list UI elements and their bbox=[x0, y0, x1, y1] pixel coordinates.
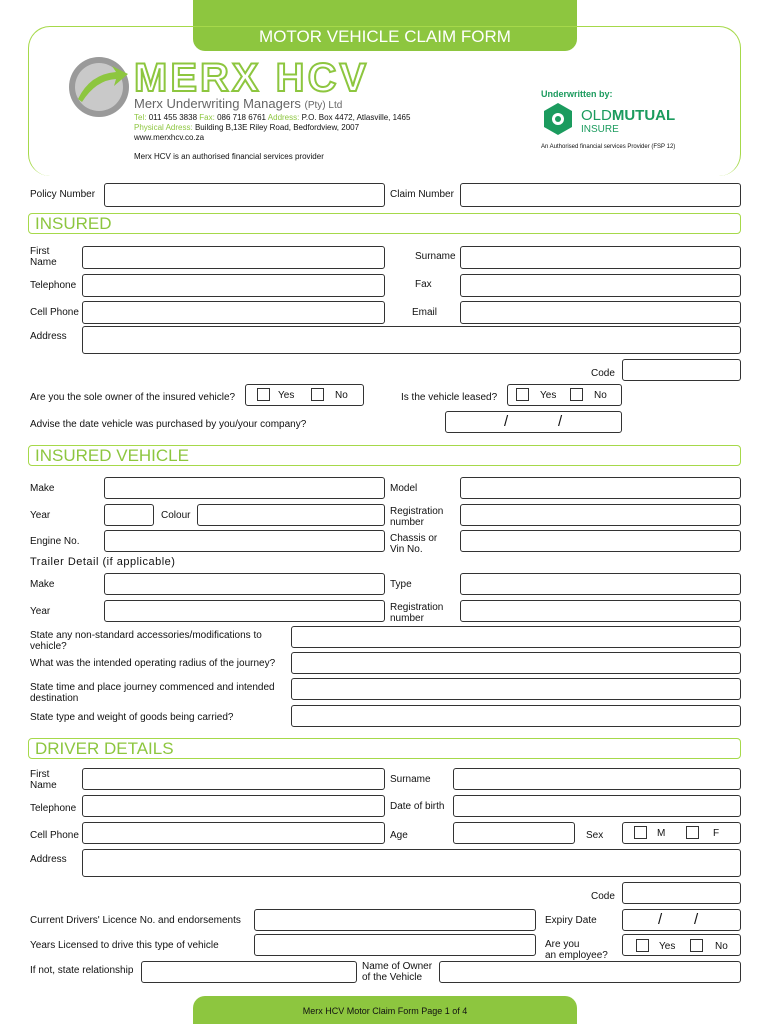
vehicle-section-header bbox=[28, 445, 741, 466]
driver-surname-label: Surname bbox=[390, 774, 431, 785]
purchase-date-slash-1: / bbox=[504, 413, 509, 430]
driver-cell-label: Cell Phone bbox=[30, 830, 79, 841]
journey-question: State time and place journey commenced and intended destination bbox=[30, 682, 275, 704]
leased-no-checkbox[interactable] bbox=[570, 388, 583, 401]
address-value: P.O. Box 4472, Atlasville, 1465 bbox=[301, 113, 411, 122]
insured-telephone-label: Telephone bbox=[30, 280, 77, 291]
expiry-slash-2: / bbox=[694, 911, 699, 928]
licence-label: Current Drivers' Licence No. and endorsements bbox=[30, 915, 241, 926]
vehicle-make-field[interactable] bbox=[104, 477, 385, 499]
sole-owner-question: Are you the sole owner of the insured vehicle? bbox=[30, 392, 236, 403]
old-mutual-name bbox=[581, 108, 675, 124]
contact-line-1 bbox=[134, 113, 410, 123]
disclaimer: Merx HCV is an authorised financial services provider bbox=[134, 152, 324, 161]
purchase-date-question: Advise the date vehicle was purchased by you/your company? bbox=[30, 419, 307, 430]
company-name bbox=[134, 96, 342, 111]
purchase-date-field[interactable] bbox=[445, 411, 622, 433]
driver-code-label: Code bbox=[591, 891, 615, 902]
contact-line-2 bbox=[134, 123, 359, 133]
om-fsp: An Authorised financial services Provider (FSP 12) bbox=[541, 144, 676, 150]
driver-sex-label: Sex bbox=[586, 830, 604, 841]
trailer-type-field[interactable] bbox=[460, 573, 741, 595]
vehicle-year-label: Year bbox=[30, 510, 51, 521]
sole-owner-no-label: No bbox=[335, 390, 348, 401]
sole-owner-yes-checkbox[interactable] bbox=[257, 388, 270, 401]
vehicle-make-label: Make bbox=[30, 483, 55, 494]
vehicle-colour-label: Colour bbox=[161, 510, 191, 521]
om-mutual: MUTUAL bbox=[611, 107, 676, 124]
driver-age-label: Age bbox=[390, 830, 408, 841]
trailer-heading: Trailer Detail (if applicable) bbox=[30, 556, 176, 568]
employee-no-label: No bbox=[715, 941, 728, 952]
driver-age-field[interactable] bbox=[453, 822, 575, 844]
vehicle-chassis-field[interactable] bbox=[460, 530, 741, 552]
driver-surname-field[interactable] bbox=[453, 768, 741, 790]
goods-question: State type and weight of goods being carried? bbox=[30, 712, 234, 723]
fax-value: 086 718 6761 bbox=[217, 113, 266, 122]
trailer-year-label: Year bbox=[30, 606, 51, 617]
company-name-text: Merx Underwriting Managers bbox=[134, 96, 301, 111]
leased-yes-label: Yes bbox=[540, 390, 557, 401]
om-old: OLD bbox=[581, 107, 612, 124]
expiry-label: Expiry Date bbox=[545, 915, 597, 926]
insured-telephone-field[interactable] bbox=[82, 274, 385, 297]
purchase-date-slash-2: / bbox=[558, 413, 563, 430]
form-title: MOTOR VEHICLE CLAIM FORM bbox=[259, 27, 511, 46]
vehicle-engine-label: Engine No. bbox=[30, 536, 80, 547]
insured-email-label: Email bbox=[412, 307, 438, 318]
sole-owner-no-checkbox[interactable] bbox=[311, 388, 324, 401]
claim-number-label: Claim Number bbox=[390, 189, 454, 200]
vehicle-heading: INSURED VEHICLE bbox=[35, 446, 189, 465]
insured-first-name-label: First Name bbox=[30, 246, 57, 268]
driver-telephone-field[interactable] bbox=[82, 795, 385, 817]
owner-name-field[interactable] bbox=[439, 961, 741, 983]
claim-number-field[interactable] bbox=[460, 183, 741, 207]
driver-first-name-field[interactable] bbox=[82, 768, 385, 790]
expiry-field[interactable] bbox=[622, 909, 741, 931]
insured-fax-field[interactable] bbox=[460, 274, 741, 297]
insured-surname-field[interactable] bbox=[460, 246, 741, 269]
footer-page-label: Merx HCV Motor Claim Form Page 1 of 4 bbox=[302, 1006, 468, 1016]
expiry-slash-1: / bbox=[658, 911, 663, 928]
underwritten-by: Underwritten by: bbox=[541, 89, 613, 99]
driver-first-name-label: First Name bbox=[30, 769, 57, 791]
vehicle-model-label: Model bbox=[390, 483, 418, 494]
leased-no-label: No bbox=[594, 390, 607, 401]
vehicle-engine-field[interactable] bbox=[104, 530, 385, 552]
employee-yes-checkbox[interactable] bbox=[636, 939, 649, 952]
vehicle-model-field[interactable] bbox=[460, 477, 741, 499]
insured-first-name-field[interactable] bbox=[82, 246, 385, 269]
driver-dob-field[interactable] bbox=[453, 795, 741, 817]
website: www.merxhcv.co.za bbox=[134, 133, 205, 142]
physical-label: Physical Adress: bbox=[134, 123, 193, 132]
driver-address-field[interactable] bbox=[82, 849, 741, 877]
licence-field[interactable] bbox=[254, 909, 536, 931]
policy-number-field[interactable] bbox=[104, 183, 385, 207]
owner-name-label: Name of Owner of the Vehicle bbox=[362, 961, 433, 983]
trailer-registration-field[interactable] bbox=[460, 600, 741, 622]
vehicle-registration-field[interactable] bbox=[460, 504, 741, 526]
driver-cell-field[interactable] bbox=[82, 822, 385, 844]
trailer-make-label: Make bbox=[30, 579, 55, 590]
goods-field[interactable] bbox=[291, 705, 741, 727]
company-suffix: (Pty) Ltd bbox=[304, 100, 343, 111]
tel-label: Tel: bbox=[134, 113, 147, 122]
insured-cell-field[interactable] bbox=[82, 301, 385, 324]
driver-address-label: Address bbox=[30, 854, 67, 865]
employee-question: Are you an employee? bbox=[545, 939, 608, 961]
leased-question: Is the vehicle leased? bbox=[401, 392, 498, 403]
driver-dob-label: Date of birth bbox=[390, 801, 445, 812]
sex-f-label: F bbox=[713, 828, 720, 839]
insured-email-field[interactable] bbox=[460, 301, 741, 324]
driver-heading: DRIVER DETAILS bbox=[35, 739, 174, 758]
address-label: Address: bbox=[267, 113, 300, 122]
years-licensed-label: Years Licensed to drive this type of vehicle bbox=[30, 940, 219, 951]
years-licensed-field[interactable] bbox=[254, 934, 536, 956]
policy-number-label: Policy Number bbox=[30, 189, 96, 200]
trailer-registration-label: Registration number bbox=[390, 602, 444, 624]
leased-yes-checkbox[interactable] bbox=[516, 388, 529, 401]
insured-cell-label: Cell Phone bbox=[30, 307, 79, 318]
employee-yes-label: Yes bbox=[659, 941, 676, 952]
insured-code-field[interactable] bbox=[622, 359, 741, 381]
relationship-label: If not, state relationship bbox=[30, 965, 134, 976]
journey-field[interactable] bbox=[291, 678, 741, 700]
vehicle-year-field[interactable] bbox=[104, 504, 154, 526]
sex-m-label: M bbox=[657, 828, 666, 839]
insured-address-label: Address bbox=[30, 331, 67, 342]
driver-section-header bbox=[28, 738, 741, 759]
vehicle-colour-field[interactable] bbox=[197, 504, 385, 526]
insured-fax-label: Fax bbox=[415, 279, 432, 290]
driver-code-field[interactable] bbox=[622, 882, 741, 904]
accessories-question: State any non-standard accessories/modifications to vehicle? bbox=[30, 630, 262, 652]
insured-heading: INSURED bbox=[35, 214, 112, 233]
driver-telephone-label: Telephone bbox=[30, 803, 77, 814]
sole-owner-yes-label: Yes bbox=[278, 390, 295, 401]
trailer-make-field[interactable] bbox=[104, 573, 385, 595]
tel-value: 011 455 3838 bbox=[148, 113, 198, 122]
vehicle-registration-label: Registration number bbox=[390, 506, 444, 528]
merx-logo-icon bbox=[66, 54, 132, 120]
old-mutual-insure: INSURE bbox=[581, 124, 619, 135]
insured-section-header bbox=[28, 213, 741, 234]
physical-value: Building B,13E Riley Road, Bedfordview, 2007 bbox=[194, 123, 360, 132]
vehicle-chassis-label: Chassis or Vin No. bbox=[390, 533, 438, 555]
relationship-field[interactable] bbox=[141, 961, 357, 983]
radius-question: What was the intended operating radius of the journey? bbox=[30, 658, 276, 669]
insured-surname-label: Surname bbox=[415, 251, 456, 262]
sex-f-checkbox[interactable] bbox=[686, 826, 699, 839]
insured-address-field[interactable] bbox=[82, 326, 741, 354]
brand-name: MERX HCV bbox=[134, 56, 370, 100]
insured-code-label: Code bbox=[591, 368, 615, 379]
fax-label: Fax: bbox=[199, 113, 215, 122]
trailer-year-field[interactable] bbox=[104, 600, 385, 622]
accessories-field[interactable] bbox=[291, 626, 741, 648]
trailer-type-label: Type bbox=[390, 579, 412, 590]
old-mutual-icon bbox=[541, 102, 575, 136]
sex-m-checkbox[interactable] bbox=[634, 826, 647, 839]
employee-no-checkbox[interactable] bbox=[690, 939, 703, 952]
radius-field[interactable] bbox=[291, 652, 741, 674]
